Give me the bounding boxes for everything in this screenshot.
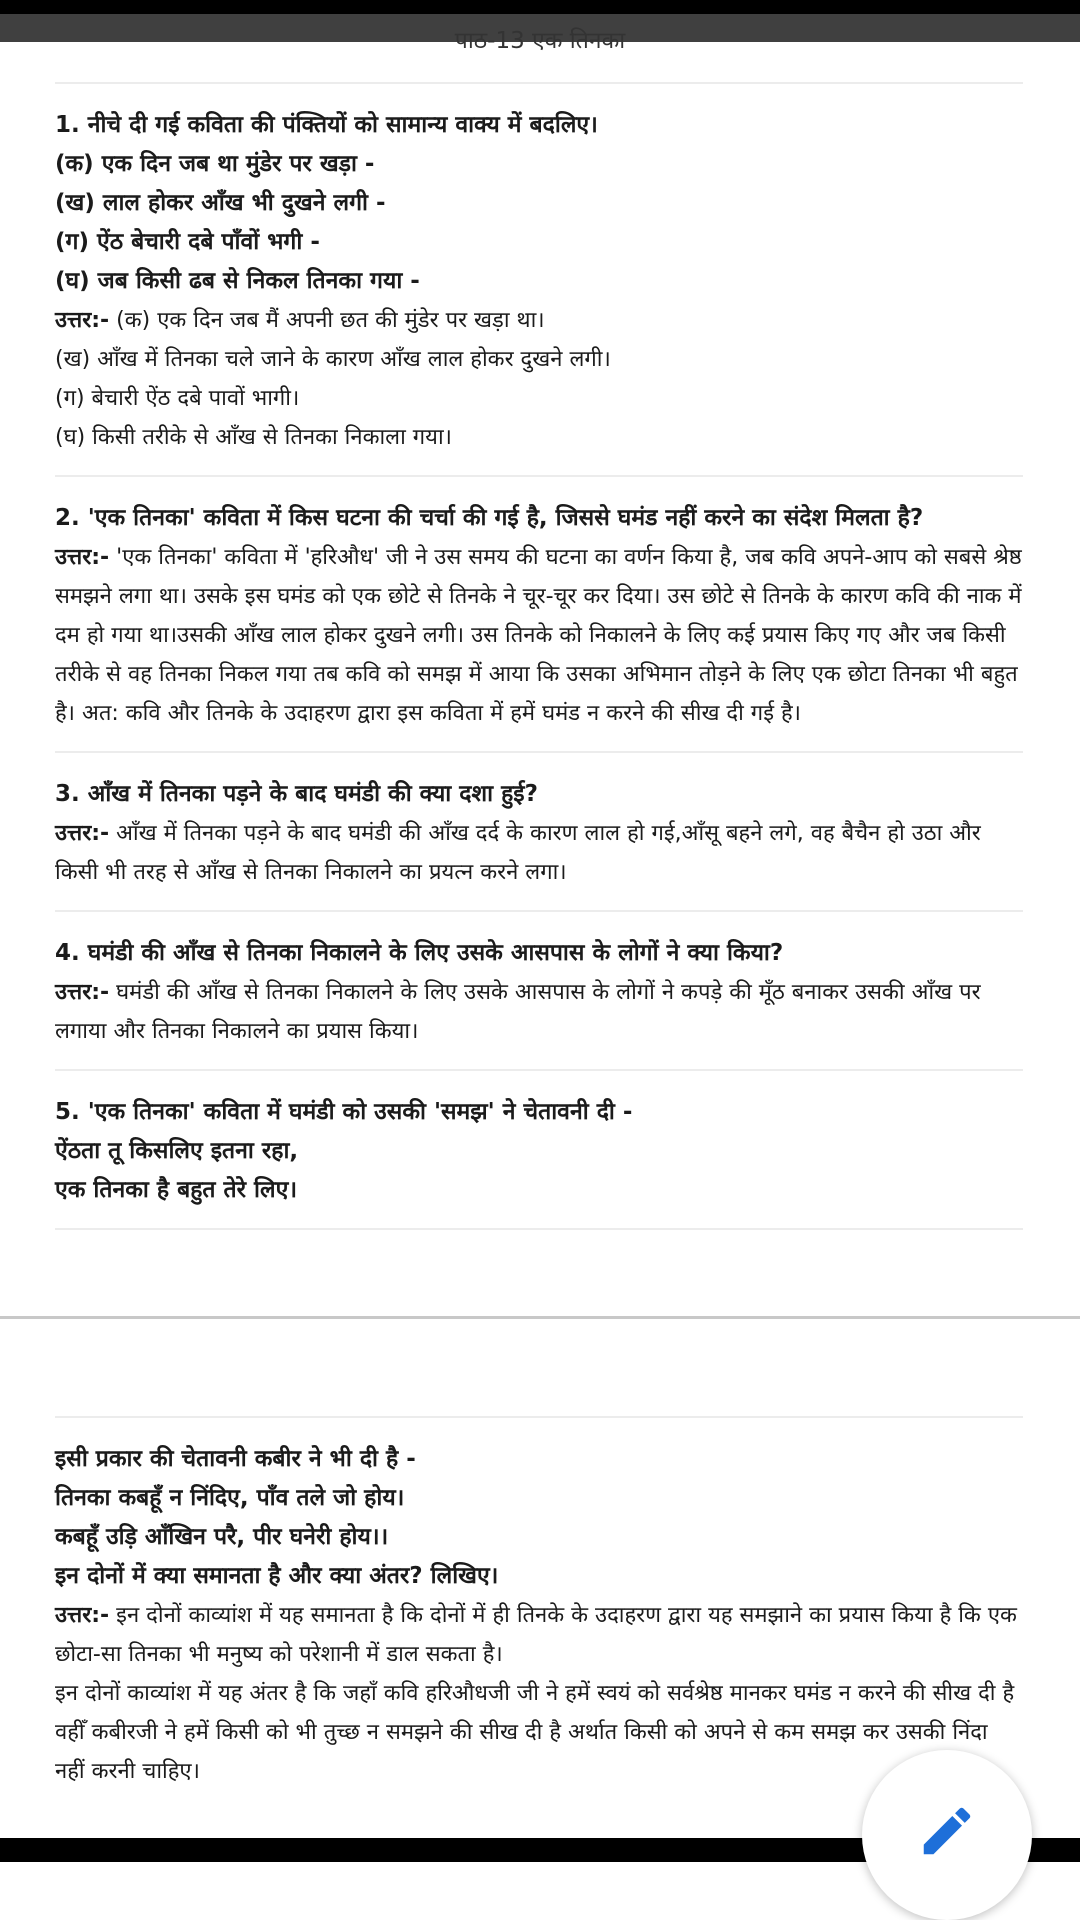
kabir-verse-line-2: कबहूँ उड़ि आँखिन परै, पीर घनेरी होय।।	[55, 1524, 389, 1550]
question-4: 4. घमंडी की आँख से तिनका निकालने के लिए उसके आसपास के लोगों ने क्या किया?	[55, 940, 784, 966]
answer-3: उत्तर:- आँख में तिनका पड़ने के बाद घमंडी की आँख दर्द के कारण लाल हो गई,आँसू बहने लगे, वह बैचैन हो उठा और किसी भी तरह से आँख से तिनका निकालने का प्रयत्न करने लगा।	[55, 821, 981, 885]
question-5-block	[55, 1071, 1023, 1228]
page-title: पाठ-13 एक तिनका	[454, 28, 626, 54]
divider	[55, 1228, 1023, 1230]
answer-1-line-c: (ग) बेचारी ऐंठ दबे पावों भागी।	[55, 386, 300, 411]
question-5-prompt: इन दोनों में क्या समानता है और क्या अंतर? लिखिए।	[55, 1563, 499, 1589]
question-2: 2. 'एक तिनका' कविता में किस घटना की चर्चा की गई है, जिससे घमंड नहीं करने का संदेश मिलता है?	[55, 505, 924, 531]
document-page-1	[55, 82, 1023, 1230]
question-5: 5. 'एक तिनका' कविता में घमंडी को उसकी 'समझ' ने चेतावनी दी -	[55, 1099, 633, 1125]
question-5-continued-block	[55, 1418, 1023, 1809]
question-1-line-d: (घ) जब किसी ढब से निकल तिनका गया -	[55, 268, 420, 294]
question-1-block	[55, 84, 1023, 475]
question-1: 1. नीचे दी गई कविता की पंक्तियों को सामान्य वाक्य में बदलिए।	[55, 112, 598, 138]
question-1-line-c: (ग) ऐंठ बेचारी दबे पाँवों भगी -	[55, 229, 320, 255]
question-3-block	[55, 753, 1023, 910]
answer-label: उत्तर:-	[55, 821, 110, 846]
kabir-verse-line-1: तिनका कबहूँ न निंदिए, पाँव तले जो होय।	[55, 1485, 405, 1511]
answer-label: उत्तर:-	[55, 980, 110, 1005]
answer-label: उत्तर:-	[55, 545, 110, 570]
question-3: 3. आँख में तिनका पड़ने के बाद घमंडी की क्या दशा हुई?	[55, 781, 538, 807]
answer-label: उत्तर:-	[55, 308, 110, 333]
answer-2: उत्तर:- 'एक तिनका' कविता में 'हरिऔध' जी ने उस समय की घटना का वर्णन किया है, जब कवि अपने-आप को सबसे श्रेष्ठ समझने लगा था। उसके इस घमंड को एक छोटे से तिनके ने चूर-चूर कर दिया। उस छोटे से तिनके के कारण कवि की नाक में दम हो गया था।उसकी आँख लाल होकर दुखने लगी। उस तिनके को निकालने के लिए कई प्रयास किए गए और जब किसी तरीके से वह तिनका निकल गया तब कवि को समझ में आया कि उसका अभिमान तोड़ने के लिए एक छोटा तिनका भी बहुत है। अत: कवि और तिनके के उदाहरण द्वारा इस कविता में हमें घमंड न करने की सीख दी गई है।	[55, 545, 1022, 726]
document-page-2	[55, 1416, 1023, 1809]
answer-1-line-b: (ख) आँख में तिनका चले जाने के कारण आँख लाल होकर दुखने लगी।	[55, 347, 611, 372]
page-break	[0, 1316, 1080, 1319]
answer-5-similarity: उत्तर:- इन दोनों काव्यांश में यह समानता है कि दोनों में ही तिनके के उदाहरण द्वारा यह समझाने का प्रयास किया है कि एक छोटा-सा तिनका भी मनुष्य को परेशानी में डाल सकता है।	[55, 1603, 1017, 1667]
question-1-line-a: (क) एक दिन जब था मुंडेर पर खड़ा -	[55, 151, 375, 177]
answer-5-difference: इन दोनों काव्यांश में यह अंतर है कि जहाँ कवि हरिऔधजी जी ने हमें स्वयं को सर्वश्रेष्ठ मानकर घमंड न करने की सीख दी है वहीँ कबीरजी ने हमें किसी को भी तुच्छ न समझने की सीख दी है अर्थात किसी को अपने से कम समझ कर उसकी निंदा नहीं करनी चाहिए।	[55, 1681, 1015, 1784]
status-bar	[0, 0, 1080, 14]
question-4-block	[55, 912, 1023, 1069]
answer-1-line-a: उत्तर:- (क) एक दिन जब मैं अपनी छत की मुंडेर पर खड़ा था।	[55, 308, 545, 333]
pencil-icon	[916, 1800, 978, 1862]
answer-4: उत्तर:- घमंडी की आँख से तिनका निकालने के लिए उसके आसपास के लोगों ने कपड़े की मूँठ बनाकर उसकी आँख पर लगाया और तिनका निकालने का प्रयास किया।	[55, 980, 981, 1044]
answer-label: उत्तर:-	[55, 1603, 110, 1628]
answer-1-line-d: (घ) किसी तरीके से आँख से तिनका निकाला गया।	[55, 425, 452, 450]
kabir-intro: इसी प्रकार की चेतावनी कबीर ने भी दी है -	[55, 1446, 416, 1472]
edit-button[interactable]	[862, 1750, 1032, 1920]
question-5-verse-line-2: एक तिनका है बहुत तेरे लिए।	[55, 1177, 298, 1203]
question-5-verse-line-1: ऐंठता तू किसलिए इतना रहा,	[55, 1138, 299, 1164]
question-1-line-b: (ख) लाल होकर आँख भी दुखने लगी -	[55, 190, 386, 216]
question-2-block	[55, 477, 1023, 751]
